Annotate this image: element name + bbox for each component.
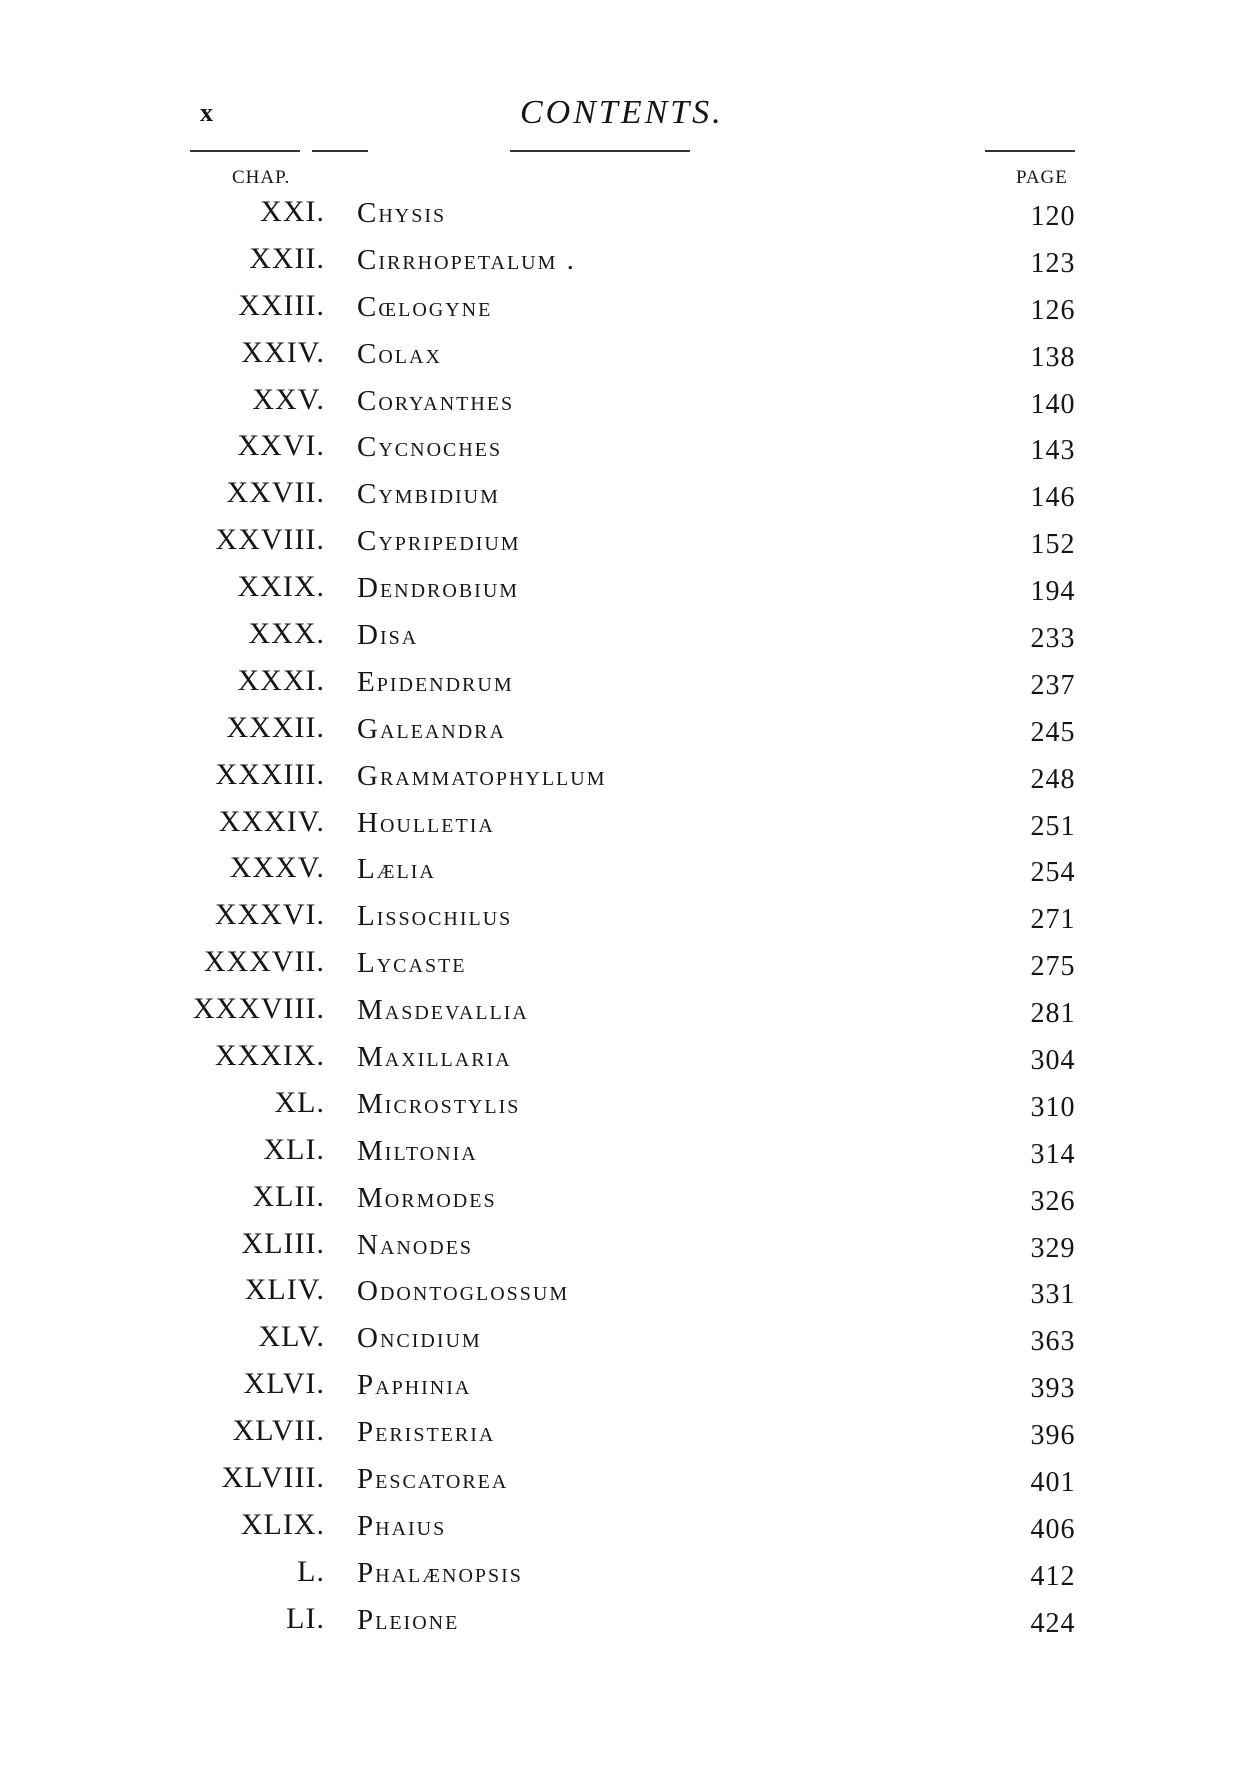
chapter-title: Miltonia xyxy=(357,1134,478,1167)
chapter-title: Peristeria xyxy=(357,1416,496,1449)
contents-entry xyxy=(0,428,1259,475)
page-title: CONTENTS. xyxy=(520,94,724,131)
chapter-title: Coryanthes xyxy=(357,384,515,417)
chapter-number: LI. xyxy=(286,1601,325,1635)
contents-entry xyxy=(0,897,1259,944)
contents-entry xyxy=(0,1507,1259,1554)
chapter-title: Cœlogyne xyxy=(357,290,493,323)
chapter-number: XXVII. xyxy=(226,476,325,510)
chapter-title: Masdevallia xyxy=(357,994,529,1027)
chapter-title: Cirrhopetalum . xyxy=(357,243,576,276)
chapter-title: Odontoglossum xyxy=(357,1275,570,1308)
chapter-title: Maxillaria xyxy=(357,1041,512,1074)
chapter-title: Lissochilus xyxy=(357,900,513,933)
contents-entry xyxy=(0,1272,1259,1319)
chapter-title: Microstylis xyxy=(357,1087,521,1120)
chapter-page-number: 245 xyxy=(1030,716,1076,748)
contents-entry xyxy=(0,475,1259,522)
header-rule xyxy=(190,150,300,152)
chapter-page-number: 406 xyxy=(1030,1513,1076,1545)
chapter-page-number: 424 xyxy=(1030,1607,1076,1639)
chapter-page-number: 271 xyxy=(1030,904,1076,936)
chapter-title: Chysis xyxy=(357,197,447,229)
chapter-number: XLIV. xyxy=(244,1273,325,1307)
chapter-page-number: 146 xyxy=(1030,482,1076,514)
contents-entry xyxy=(0,757,1259,804)
contents-entry xyxy=(0,710,1259,757)
contents-entry xyxy=(0,569,1259,616)
contents-entry xyxy=(0,382,1259,429)
header-rule xyxy=(985,150,1075,152)
chapter-page-number: 412 xyxy=(1030,1560,1076,1592)
chapter-number: XXX. xyxy=(248,617,325,651)
chapter-title: Cypripedium xyxy=(357,525,521,558)
chapter-page-number: 254 xyxy=(1030,857,1076,889)
chapter-page-number: 363 xyxy=(1030,1326,1076,1358)
chapter-number: XXVI. xyxy=(237,429,325,463)
chapter-title: Galeandra xyxy=(357,712,506,745)
contents-entry xyxy=(0,1132,1259,1179)
chapter-number: XXI. xyxy=(260,195,325,228)
chapter-number: XXII. xyxy=(249,241,325,275)
chapter-number: XLV. xyxy=(258,1320,325,1354)
chapter-title: Epidendrum xyxy=(357,665,514,698)
chapter-title: Cycnoches xyxy=(357,431,503,464)
contents-entry xyxy=(0,288,1259,335)
chapter-number: XXXVIII. xyxy=(192,992,325,1026)
chapter-page-number: 281 xyxy=(1030,998,1076,1030)
chapter-page-number: 304 xyxy=(1030,1045,1076,1077)
chapter-title: Houlletia xyxy=(357,806,495,839)
chapter-title: Phaius xyxy=(357,1509,447,1542)
contents-entry xyxy=(0,194,1259,241)
chapter-number: XXVIII. xyxy=(215,523,325,557)
chapter-title: Pleione xyxy=(357,1603,460,1636)
contents-entry xyxy=(0,1179,1259,1226)
chapter-page-number: 310 xyxy=(1030,1091,1076,1123)
chapter-title: Mormodes xyxy=(357,1181,497,1214)
chapter-number: XLIX. xyxy=(240,1507,325,1541)
chapter-title: Nanodes xyxy=(357,1228,474,1261)
chapter-title: Oncidium xyxy=(357,1322,482,1355)
chapter-number: XXXIII. xyxy=(215,757,325,791)
chapter-number: XXXII. xyxy=(226,710,325,744)
chapter-title: Lycaste xyxy=(357,947,467,980)
chapter-page-number: 331 xyxy=(1030,1279,1076,1311)
contents-entry xyxy=(0,616,1259,663)
header-rule xyxy=(312,150,368,152)
contents-list xyxy=(0,194,1259,1648)
chapter-number: XXV. xyxy=(252,382,325,416)
contents-entry xyxy=(0,804,1259,851)
chapter-column-header: CHAP. xyxy=(232,167,291,188)
contents-entry xyxy=(0,335,1259,382)
chapter-number: XLI. xyxy=(263,1132,325,1166)
chapter-number: XXXVII. xyxy=(203,945,325,979)
chapter-number: XLIII. xyxy=(241,1226,325,1260)
chapter-page-number: 123 xyxy=(1030,247,1076,279)
chapter-page-number: 401 xyxy=(1030,1467,1076,1499)
chapter-number: XXXIX. xyxy=(214,1039,325,1073)
chapter-number: L. xyxy=(297,1554,325,1588)
chapter-page-number: 248 xyxy=(1030,763,1076,795)
contents-entry xyxy=(0,1226,1259,1273)
contents-entry xyxy=(0,1460,1259,1507)
contents-entry xyxy=(0,991,1259,1038)
chapter-title: Lælia xyxy=(357,853,436,886)
chapter-page-number: 143 xyxy=(1030,435,1076,467)
chapter-page-number: 237 xyxy=(1030,669,1076,701)
chapter-title: Colax xyxy=(357,337,442,370)
chapter-page-number: 138 xyxy=(1030,341,1076,373)
chapter-title: Cymbidium xyxy=(357,478,500,511)
chapter-number: XXIX. xyxy=(237,570,325,604)
header-rule xyxy=(510,150,690,152)
contents-entry xyxy=(0,522,1259,569)
chapter-page-number: 120 xyxy=(1030,201,1076,232)
contents-entry xyxy=(0,1319,1259,1366)
chapter-number: XLII. xyxy=(252,1179,325,1213)
chapter-number: XXXVI. xyxy=(214,898,325,932)
chapter-number: XXXI. xyxy=(237,663,325,697)
chapter-page-number: 251 xyxy=(1030,810,1076,842)
chapter-number: XXXIV. xyxy=(218,804,325,838)
chapter-page-number: 329 xyxy=(1030,1232,1076,1264)
chapter-number: XLVII. xyxy=(232,1414,325,1448)
chapter-page-number: 152 xyxy=(1030,529,1076,561)
chapter-number: XLVIII. xyxy=(221,1461,325,1495)
chapter-title: Pescatorea xyxy=(357,1463,509,1496)
chapter-page-number: 126 xyxy=(1030,294,1076,326)
contents-entry xyxy=(0,241,1259,288)
contents-entry xyxy=(0,1554,1259,1601)
chapter-page-number: 393 xyxy=(1030,1373,1076,1405)
chapter-number: XL. xyxy=(274,1085,325,1119)
contents-entry xyxy=(0,1413,1259,1460)
chapter-page-number: 314 xyxy=(1030,1138,1076,1170)
chapter-number: XXIV. xyxy=(241,335,325,369)
chapter-page-number: 275 xyxy=(1030,951,1076,983)
contents-entry xyxy=(0,850,1259,897)
contents-entry xyxy=(0,663,1259,710)
page-number: x xyxy=(200,98,213,127)
chapter-title: Phalænopsis xyxy=(357,1556,523,1589)
chapter-page-number: 396 xyxy=(1030,1420,1076,1452)
chapter-title: Disa xyxy=(357,619,419,652)
chapter-title: Dendrobium xyxy=(357,572,520,605)
chapter-number: XXIII. xyxy=(238,288,325,322)
chapter-number: XXXV. xyxy=(229,851,325,885)
page-column-header: PAGE xyxy=(1016,167,1068,188)
contents-entry xyxy=(0,1085,1259,1132)
chapter-number: XLVI. xyxy=(243,1367,325,1401)
contents-entry xyxy=(0,944,1259,991)
chapter-page-number: 140 xyxy=(1030,388,1076,420)
contents-entry xyxy=(0,1366,1259,1413)
chapter-title: Paphinia xyxy=(357,1369,472,1402)
chapter-page-number: 194 xyxy=(1030,576,1076,608)
chapter-title: Grammatophyllum xyxy=(357,759,607,792)
contents-entry xyxy=(0,1038,1259,1085)
chapter-page-number: 233 xyxy=(1030,623,1076,655)
chapter-page-number: 326 xyxy=(1030,1185,1076,1217)
contents-entry xyxy=(0,1601,1259,1648)
